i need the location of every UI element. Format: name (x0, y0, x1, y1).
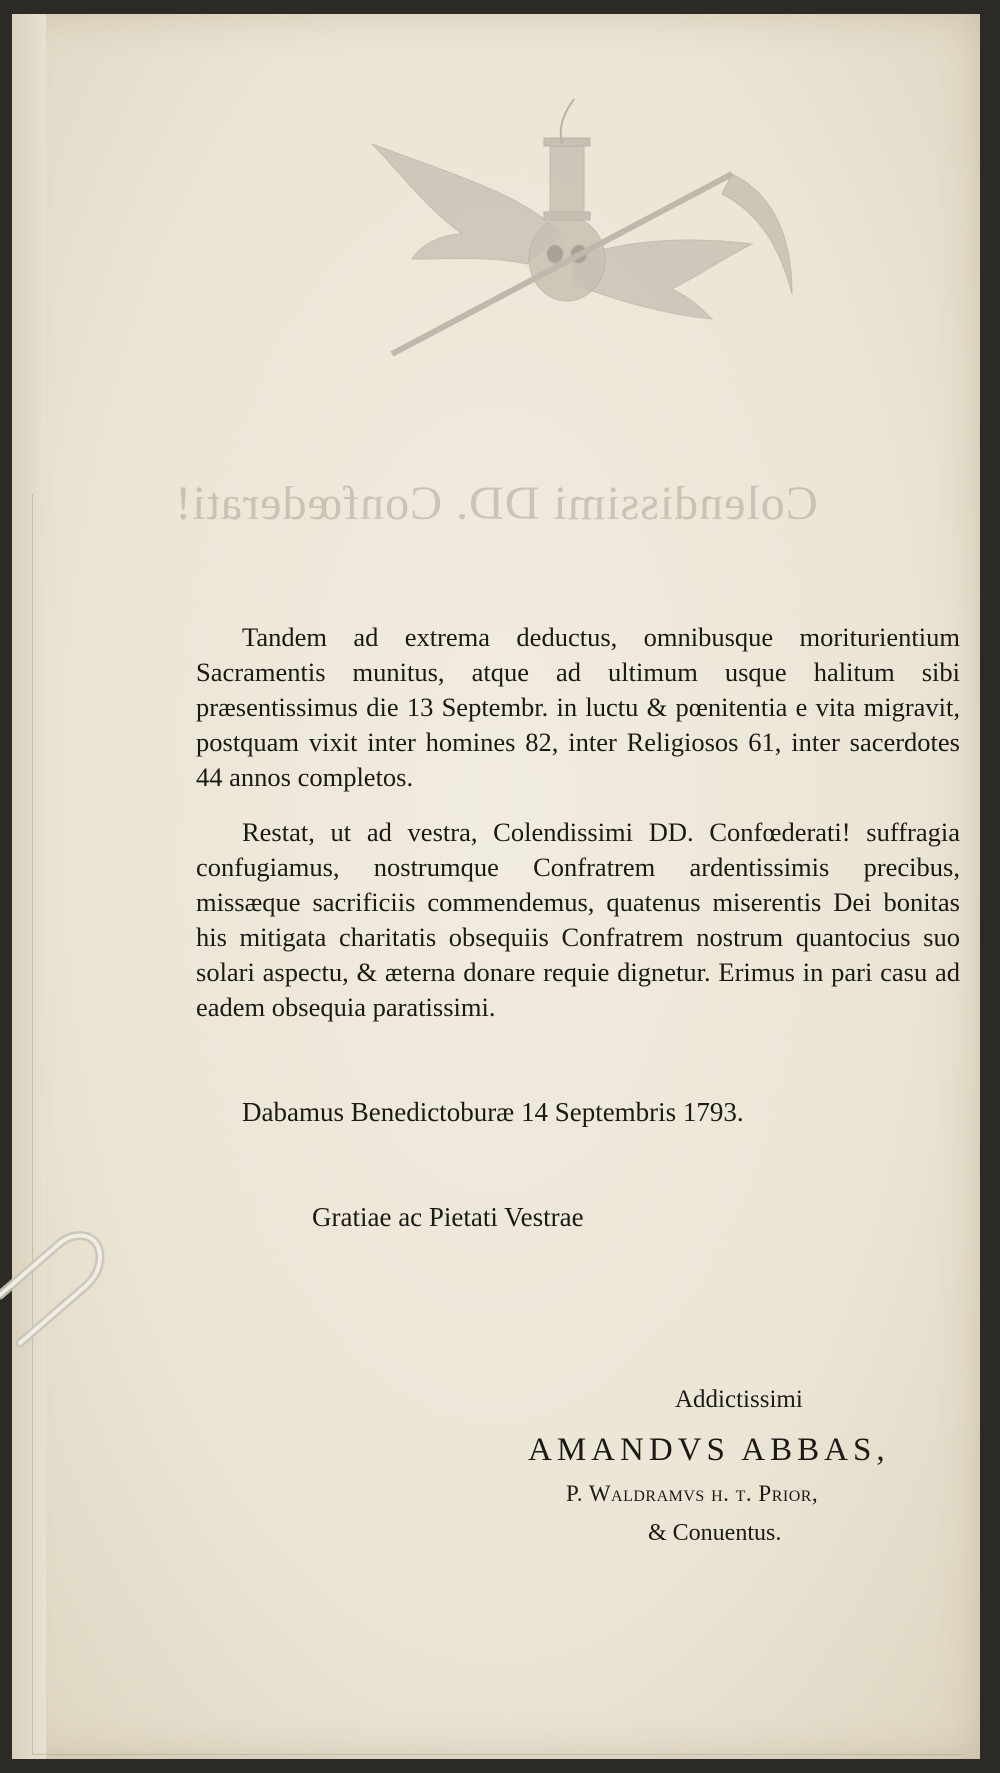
paragraph-1: Tandem ad extrema deductus, omnibusque moriturientium Sacramentis munitus, atque ad ultimum usque halitum sibi præsentissimus die 13 Septembr. in luctu & pœnitentia e vita migravit, postquam vixit inter homines 82, inter Religiosos 61, inter sacerdotes 44 annos completos. (196, 622, 960, 792)
paper-clip-icon (0, 1225, 110, 1355)
signature-abbot: AMANDVS ABBAS, (528, 1432, 890, 1468)
signature-prior: P. Waldramvs h. t. Prior, (566, 1481, 819, 1506)
paragraph-2: Restat, ut ad vestra, Colendissimi DD. Confœderati! suffragia confugiamus, nostrumque Confratrem ardentissimis precibus, missæque sacrificiis commendemus, quatenus miserentis Dei bonitas his mitigata charitatis obsequiis Confratrem nostrum quantocius suo solari aspectu, & æterna donare requie dignetur. Erimus in pari casu ad eadem obsequia paratissimi. (196, 817, 960, 1022)
salutation: Gratiae ac Pietati Vestrae (312, 1202, 584, 1232)
signature-convent: & Conuentus. (648, 1520, 782, 1546)
winged-skull-emblem-icon (312, 84, 832, 374)
document-page (12, 14, 980, 1759)
dated-line: Dabamus Benedictoburæ 14 Septembris 1793. (242, 1097, 744, 1127)
signature-closing: Addictissimi (675, 1386, 803, 1413)
body-text (196, 620, 960, 1045)
show-through-heading: Colendissimi DD. Confœderati! (174, 477, 818, 530)
